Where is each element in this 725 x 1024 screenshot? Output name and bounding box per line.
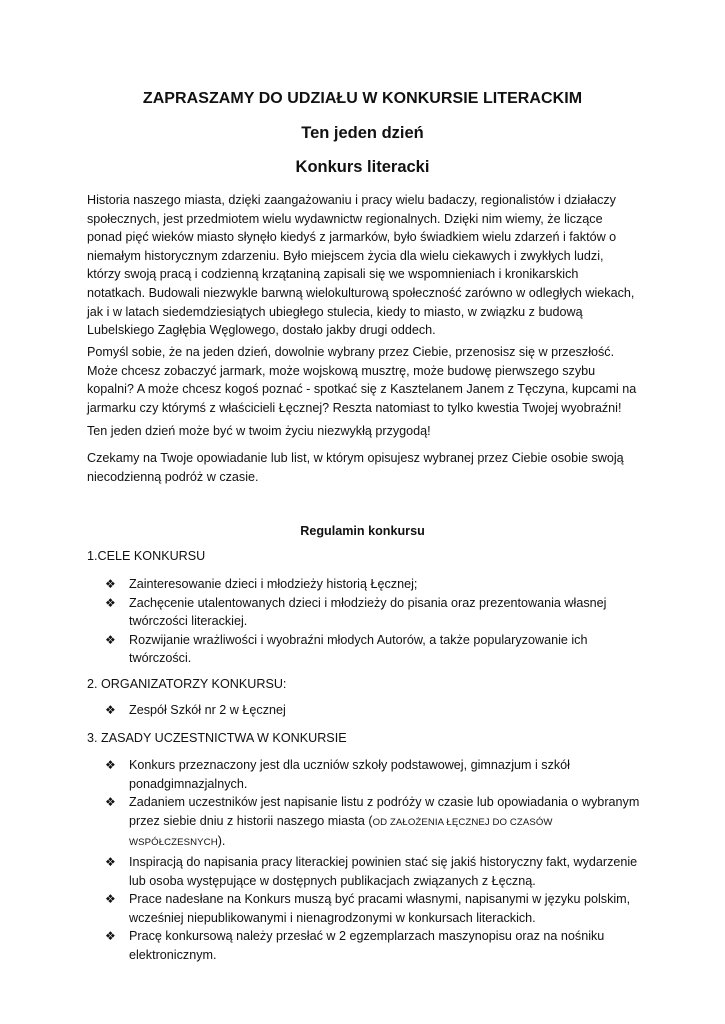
section-goals-heading: 1.CELE KONKURSU (87, 549, 206, 563)
list-item (105, 756, 645, 793)
document-title: ZAPRASZAMY DO UDZIAŁU W KONKURSIE LITERACKIM (142, 90, 583, 107)
list-item (105, 793, 645, 853)
diamond-bullet-icon: ❖ (105, 595, 116, 610)
list-item-text: Zespół Szkół nr 2 w Łęcznej (129, 703, 286, 717)
list-item (105, 631, 645, 668)
adventure-paragraph: Ten jeden dzień może być w twoim życiu niezwykłą przygodą! (87, 424, 431, 438)
list-item (105, 927, 645, 964)
list-item (105, 853, 645, 890)
list-item-smallcaps-text: OD ZAŁOŻENIA ŁĘCZNEJ DO CZASÓW WSPÓŁCZESNYCH (129, 816, 553, 849)
document-subtitle: Ten jeden dzień (301, 124, 424, 142)
intro-paragraph: Historia naszego miasta, dzięki zaangażowaniu i pracy wielu badaczy, regionalistów i działaczy społecznych, jest przedmiotem wielu wydawnictw regionalnych. Dzięki nim wiemy, że liczące ponad pięć wieków miasto słynęło kiedyś z jarmarków, było świadkiem wielu zdarzeń i faktów o niemałym historycznym zdarzeniu. Było miejscem życia dla wielu ciekawych i zwykłych ludzi, którzy swoją pracą i codzienną krzątaniną zapisali się we wspomnieniach i kronikarskich notatkach. Budowali niezwykle barwną wielokulturową społeczność zarówno w odległych wiekach, jak i w latach siedemdziesiątych ubiegłego stulecia, kiedy to miasto, w związku z budową Lubelskiego Zagłębia Węglowego, dostało jakby drugi oddech. (87, 193, 635, 338)
list-item-text-end: ). (217, 834, 226, 849)
diamond-bullet-icon: ❖ (105, 892, 116, 907)
list-item (105, 701, 645, 720)
diamond-bullet-icon: ❖ (105, 854, 116, 869)
imagine-paragraph: Pomyśl sobie, że na jeden dzień, dowolnie wybrany przez Ciebie, przenosisz się w przeszłość. Może chcesz zobaczyć jarmark, może wojskową musztrę, może budowę pierwszego szybu kopalni? A może chcesz kogoś poznać - spotkać się z Kasztelanem Janem z Tęczyna, kupcami na jarmarku czy którymś z właścicieli Łęcznej? Reszta natomiast to tylko kwestia Twojej wyobraźni! (87, 345, 637, 415)
invitation-paragraph: Czekamy na Twoje opowiadanie lub list, w którym opisujesz wybranej przez Ciebie osobie swoją niecodzienną podróż w czasie. (87, 451, 624, 484)
diamond-bullet-icon: ❖ (105, 632, 116, 647)
list-item (105, 890, 645, 927)
list-item-text: Inspiracją do napisania pracy literackiej powinien stać się jakiś historyczny fakt, wydarzenie lub osoba występujące w dostępnych publikacjach związanych z Łęczną. (129, 854, 638, 888)
diamond-bullet-icon: ❖ (105, 929, 116, 944)
list-item (105, 575, 645, 594)
goals-list (105, 575, 645, 668)
section-organizers-heading: 2. ORGANIZATORZY KONKURSU: (87, 677, 287, 691)
list-item-text: Zainteresowanie dzieci i młodzieży historią Łęcznej; (129, 577, 418, 591)
list-item (105, 594, 645, 631)
regulamin-heading: Regulamin konkursu (300, 524, 425, 538)
diamond-bullet-icon: ❖ (105, 758, 116, 772)
list-item-text: Zachęcenie utalentowanych dzieci i młodzieży do pisania oraz prezentowania własnej twórczości literackiej. (129, 595, 607, 629)
list-item-text: Pracę konkursową należy przesłać w 2 egzemplarzach maszynopisu oraz na nośniku elektronicznym. (129, 929, 605, 962)
diamond-bullet-icon: ❖ (105, 795, 116, 810)
list-item-text: Konkurs przeznaczony jest dla uczniów szkoły podstawowej, gimnazjum i szkół ponadgimnazjalnych. (129, 758, 570, 791)
list-item-text: Rozwijanie wrażliwości i wyobraźni młodych Autorów, a także popularyzowanie ich twórczości. (129, 632, 588, 666)
section-rules-heading: 3. ZASADY UCZESTNICTWA W KONKURSIE (87, 731, 347, 745)
diamond-bullet-icon: ❖ (105, 703, 116, 717)
list-item-text: Zadaniem uczestników jest napisanie listu z podróży w czasie lub opowiadania o wybranym przez siebie dniu z historii naszego miasta ( (129, 795, 640, 828)
organizers-list (105, 701, 645, 720)
document-subtitle-2: Konkurs literacki (295, 158, 430, 176)
diamond-bullet-icon: ❖ (105, 577, 116, 591)
list-item-text: Prace nadesłane na Konkurs muszą być pracami własnymi, napisanymi w języku polskim, wcześniej niepublikowanymi i nienagrodzonymi w konkursach literackich. (129, 892, 631, 925)
rules-list (105, 756, 645, 965)
